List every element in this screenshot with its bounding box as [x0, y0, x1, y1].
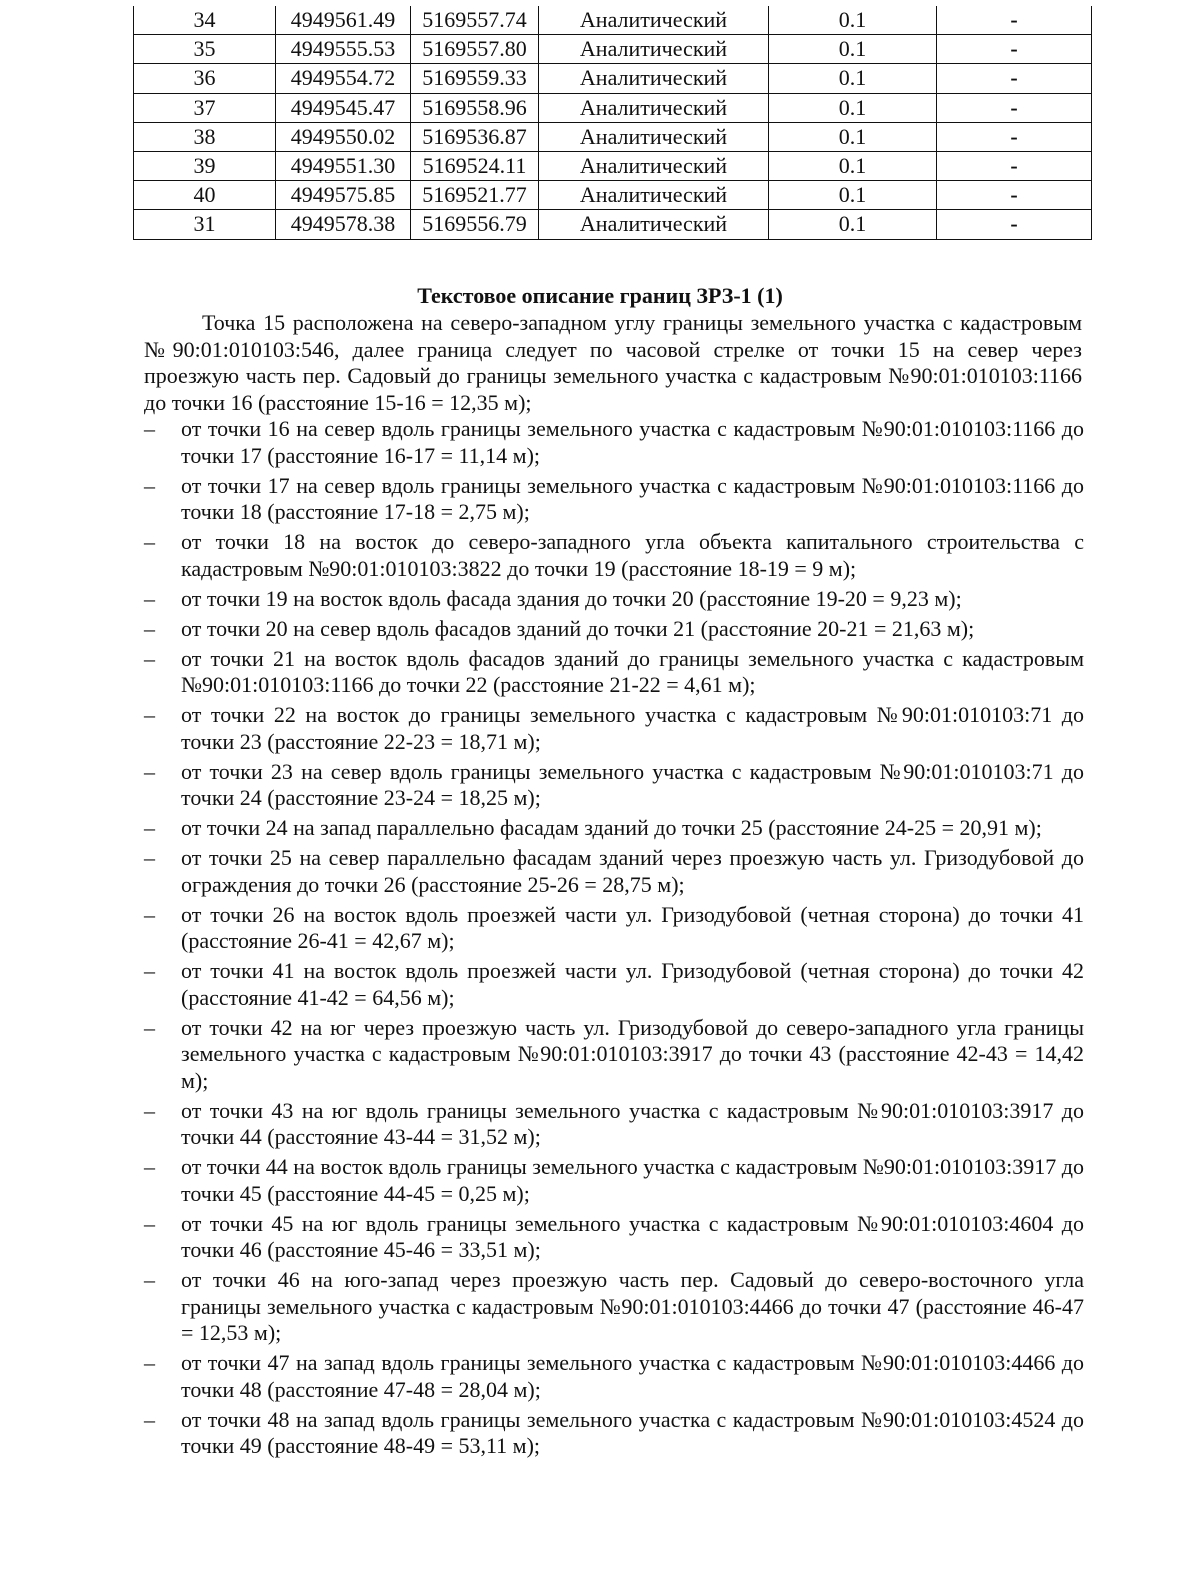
point-number-cell: 34 [134, 6, 276, 35]
dash-marker: – [144, 1350, 155, 1375]
list-item-text: от точки 47 на запад вдоль границы земельного участка с кадастровым №90:01:010103:4466 до точки 48 (расстояние 47-48 = 28,04 м); [181, 1350, 1084, 1402]
x-coordinate-cell: 4949551.30 [276, 151, 411, 180]
list-item-text: от точки 17 на север вдоль границы земельного участка с кадастровым №90:01:010103:1166 до точки 18 (расстояние 17-18 = 2,75 м); [181, 472, 1084, 524]
y-coordinate-cell: 5169536.87 [411, 122, 539, 151]
list-item [144, 958, 1084, 1011]
list-item-text: от точки 23 на север вдоль границы земельного участка с кадастровым №90:01:010103:71 до точки 24 (расстояние 23-24 = 18,25 м); [181, 758, 1084, 810]
list-item-text: от точки 45 на юг вдоль границы земельного участка с кадастровым №90:01:010103:4604 до точки 46 (расстояние 45-46 = 33,51 м); [181, 1210, 1084, 1262]
list-item-text: от точки 21 на восток вдоль фасадов зданий до границы земельного участка с кадастровым №90:01:010103:1166 до точки 22 (расстояние 21-22 = 4,61 м); [181, 645, 1084, 697]
table-row [134, 122, 1092, 151]
y-coordinate-cell: 5169524.11 [411, 151, 539, 180]
description-cell: - [937, 35, 1092, 64]
dash-marker: – [144, 1210, 155, 1236]
description-cell: - [937, 181, 1092, 210]
table-row [134, 181, 1092, 210]
method-cell: Аналитический [539, 122, 769, 151]
method-cell: Аналитический [539, 6, 769, 35]
dash-marker: – [144, 958, 155, 983]
list-item-text: от точки 26 на восток вдоль проезжей части ул. Гризодубовой (четная сторона) до точки 41 (расстояние 26-41 = 42,67 м); [181, 901, 1084, 953]
dash-marker: – [144, 615, 155, 641]
dash-marker: – [144, 702, 155, 727]
x-coordinate-cell: 4949575.85 [276, 181, 411, 210]
list-item [144, 1154, 1084, 1207]
intro-paragraph: Точка 15 расположена на северо-западном углу границы земельного участка с кадастровым №90:01:010103:546, далее граница следует по часовой стрелке от точки 15 на север через проезжую часть пер. Садовый до границы земельного участка с кадастровым №90:01:010103:1166 до точки 16 (расстояние 15-16 = 12,35 м); [144, 310, 1082, 415]
point-number-cell: 35 [134, 35, 276, 64]
method-cell: Аналитический [539, 181, 769, 210]
accuracy-cell: 0.1 [769, 6, 937, 35]
description-cell: - [937, 6, 1092, 35]
dash-marker: – [144, 1097, 155, 1123]
table-row [134, 210, 1092, 239]
y-coordinate-cell: 5169556.79 [411, 210, 539, 239]
point-number-cell: 38 [134, 122, 276, 151]
list-item [144, 586, 1084, 613]
point-number-cell: 40 [134, 181, 276, 210]
list-item-text: от точки 42 на юг через проезжую часть ул. Гризодубовой до северо-западного угла границы земельного участка с кадастровым №90:01:010103:3917 до точки 43 (расстояние 42-43 = 14,42 м); [181, 1014, 1084, 1093]
description-cell: - [937, 93, 1092, 122]
dash-marker: – [144, 758, 155, 784]
dash-marker: – [144, 815, 155, 840]
table-row [134, 6, 1092, 35]
description-cell: - [937, 210, 1092, 239]
list-item-text: от точки 19 на восток вдоль фасада здания до точки 20 (расстояние 19-20 = 9,23 м); [181, 585, 962, 611]
section-heading: Текстовое описание границ ЗРЗ-1 (1) [417, 283, 783, 308]
list-item [144, 1350, 1084, 1403]
dash-marker: – [144, 1014, 155, 1040]
list-item [144, 529, 1084, 582]
list-item [144, 1098, 1084, 1151]
dash-marker: – [144, 1406, 155, 1432]
method-cell: Аналитический [539, 64, 769, 93]
dash-marker: – [144, 1267, 155, 1292]
coordinates-table [133, 6, 1092, 240]
list-item [144, 473, 1084, 526]
x-coordinate-cell: 4949578.38 [276, 210, 411, 239]
y-coordinate-cell: 5169557.74 [411, 6, 539, 35]
dash-marker: – [144, 1154, 155, 1179]
y-coordinate-cell: 5169559.33 [411, 64, 539, 93]
method-cell: Аналитический [539, 210, 769, 239]
list-item [144, 1407, 1084, 1460]
list-item [144, 646, 1084, 699]
dash-marker: – [144, 901, 155, 927]
list-item-text: от точки 20 на север вдоль фасадов зданий до точки 21 (расстояние 20-21 = 21,63 м); [181, 615, 975, 641]
list-item [144, 902, 1084, 955]
accuracy-cell: 0.1 [769, 122, 937, 151]
point-number-cell: 31 [134, 210, 276, 239]
list-item-text: от точки 41 на восток вдоль проезжей части ул. Гризодубовой (четная сторона) до точки 42 (расстояние 41-42 = 64,56 м); [181, 958, 1084, 1010]
method-cell: Аналитический [539, 151, 769, 180]
method-cell: Аналитический [539, 35, 769, 64]
x-coordinate-cell: 4949545.47 [276, 93, 411, 122]
list-item [144, 702, 1084, 755]
list-item [144, 616, 1084, 643]
table-row [134, 93, 1092, 122]
accuracy-cell: 0.1 [769, 35, 937, 64]
list-item-text: от точки 18 на восток до северо-западного угла объекта капитального строительства с кадастровым №90:01:010103:3822 до точки 19 (расстояние 18-19 = 9 м); [181, 529, 1084, 581]
description-cell: - [937, 122, 1092, 151]
table-row [134, 151, 1092, 180]
list-item [144, 416, 1084, 469]
list-item [144, 1015, 1084, 1095]
description-cell: - [937, 64, 1092, 93]
y-coordinate-cell: 5169521.77 [411, 181, 539, 210]
table-row [134, 35, 1092, 64]
list-item-text: от точки 44 на восток вдоль границы земельного участка с кадастровым №90:01:010103:3917 до точки 45 (расстояние 44-45 = 0,25 м); [181, 1154, 1084, 1206]
table-row [134, 64, 1092, 93]
dash-marker: – [144, 472, 155, 498]
list-item-text: от точки 24 на запад параллельно фасадам зданий до точки 25 (расстояние 24-25 = 20,91 м); [181, 815, 1042, 840]
list-item-text: от точки 48 на запад вдоль границы земельного участка с кадастровым №90:01:010103:4524 до точки 49 (расстояние 48-49 = 53,11 м); [181, 1406, 1084, 1458]
dash-marker: – [144, 529, 155, 554]
x-coordinate-cell: 4949561.49 [276, 6, 411, 35]
x-coordinate-cell: 4949555.53 [276, 35, 411, 64]
list-item [144, 1267, 1084, 1347]
accuracy-cell: 0.1 [769, 93, 937, 122]
list-item [144, 759, 1084, 812]
boundary-steps-list [144, 416, 1084, 1463]
x-coordinate-cell: 4949550.02 [276, 122, 411, 151]
dash-marker: – [144, 585, 155, 611]
list-item [144, 815, 1084, 842]
point-number-cell: 36 [134, 64, 276, 93]
accuracy-cell: 0.1 [769, 151, 937, 180]
list-item-text: от точки 22 на восток до границы земельного участка с кадастровым №90:01:010103:71 до точки 23 (расстояние 22-23 = 18,71 м); [181, 702, 1084, 754]
point-number-cell: 37 [134, 93, 276, 122]
description-cell: - [937, 151, 1092, 180]
point-number-cell: 39 [134, 151, 276, 180]
accuracy-cell: 0.1 [769, 181, 937, 210]
dash-marker: – [144, 845, 155, 870]
x-coordinate-cell: 4949554.72 [276, 64, 411, 93]
list-item-text: от точки 16 на север вдоль границы земельного участка с кадастровым №90:01:010103:1166 до точки 17 (расстояние 16-17 = 11,14 м); [181, 416, 1084, 468]
method-cell: Аналитический [539, 93, 769, 122]
list-item-text: от точки 25 на север параллельно фасадам зданий через проезжую часть ул. Гризодубовой до ограждения до точки 26 (расстояние 25-26 = 28,75 м); [181, 845, 1084, 897]
list-item-text: от точки 43 на юг вдоль границы земельного участка с кадастровым №90:01:010103:3917 до точки 44 (расстояние 43-44 = 31,52 м); [181, 1097, 1084, 1149]
accuracy-cell: 0.1 [769, 64, 937, 93]
y-coordinate-cell: 5169557.80 [411, 35, 539, 64]
accuracy-cell: 0.1 [769, 210, 937, 239]
list-item [144, 845, 1084, 898]
dash-marker: – [144, 416, 155, 441]
list-item-text: от точки 46 на юго-запад через проезжую часть пер. Садовый до северо-восточного угла границы земельного участка с кадастровым №90:01:010103:4466 до точки 47 (расстояние 46-47 = 12,53 м); [181, 1267, 1084, 1345]
y-coordinate-cell: 5169558.96 [411, 93, 539, 122]
list-item [144, 1211, 1084, 1264]
coordinates-table-body [134, 6, 1092, 239]
dash-marker: – [144, 645, 155, 671]
